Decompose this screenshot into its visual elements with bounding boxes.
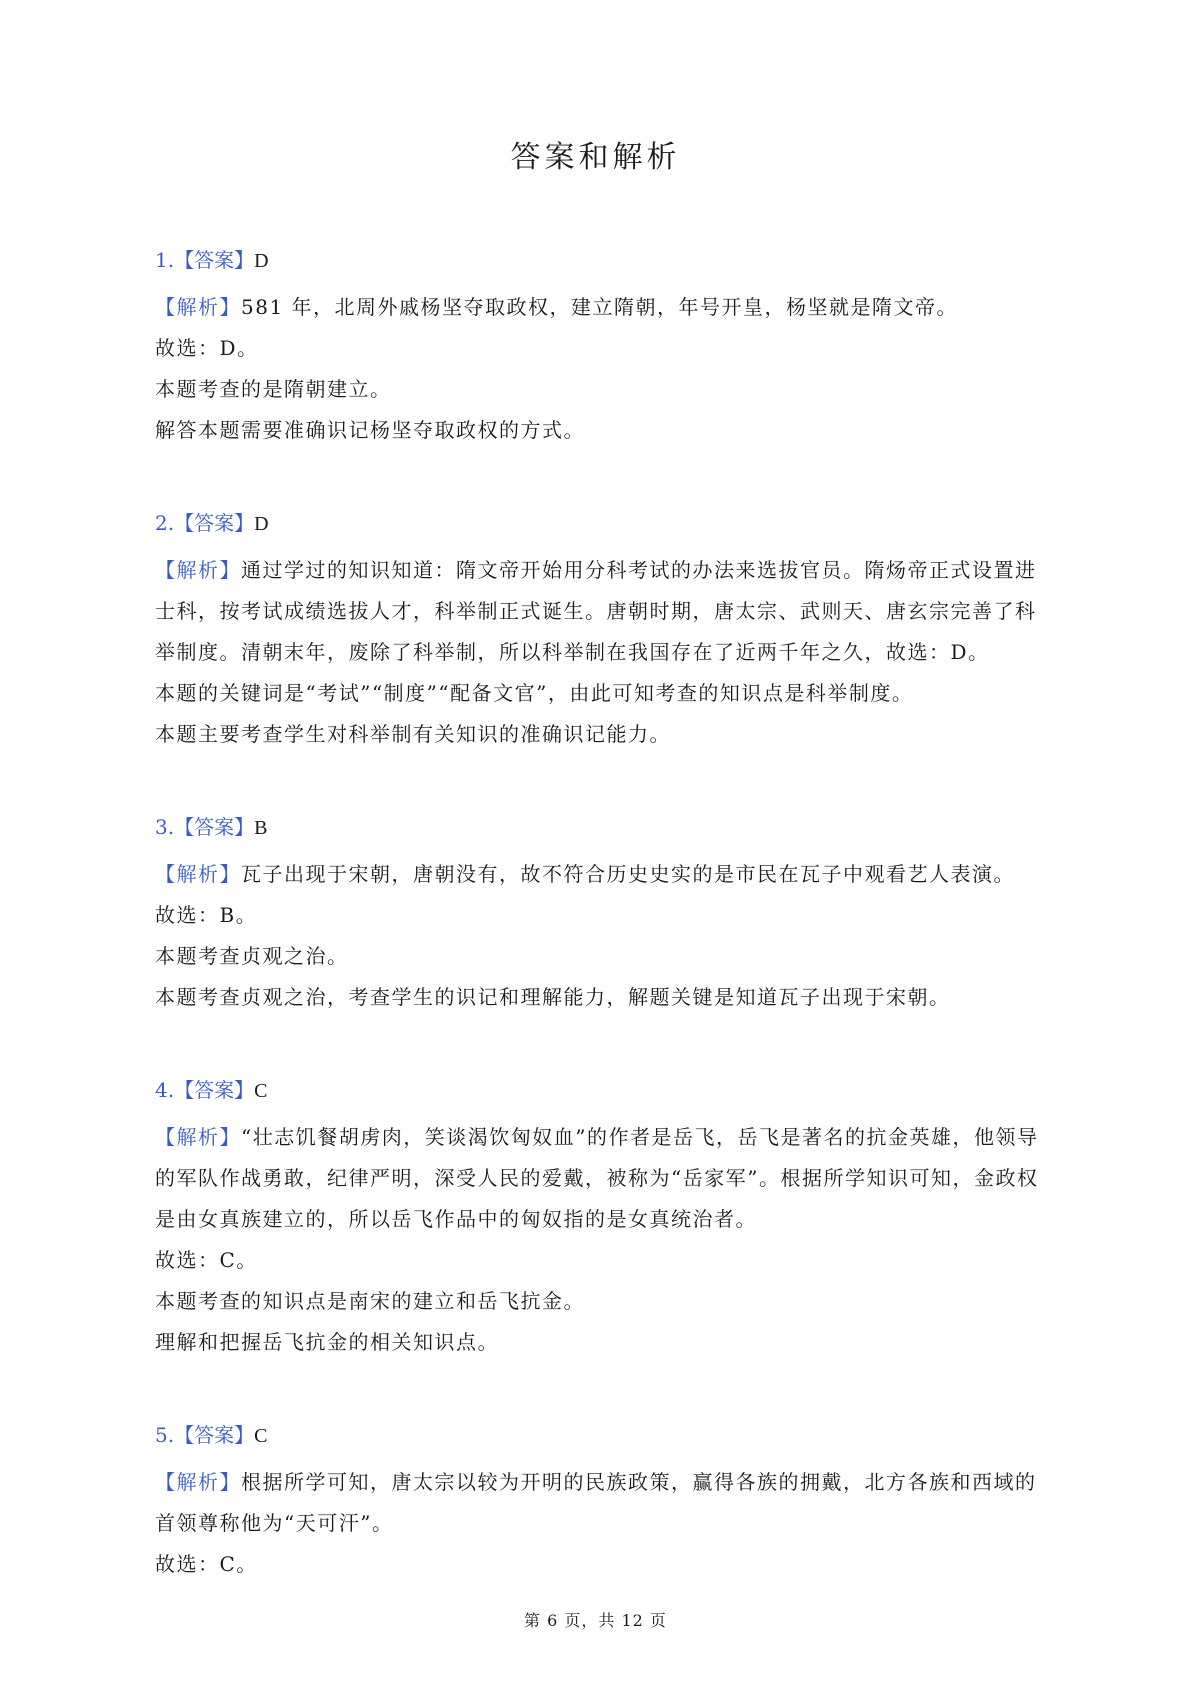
- analysis-paragraph: [155, 854, 1040, 895]
- answer-heading: [155, 1076, 1040, 1104]
- analysis-tag: 【解析】: [155, 295, 241, 319]
- answer-block-4: [155, 1076, 1040, 1363]
- answer-heading: [155, 1421, 1040, 1449]
- question-number: 4.: [155, 1078, 175, 1102]
- choice-line: 故选：C。: [155, 1248, 258, 1272]
- answer-block-5: [155, 1421, 1040, 1585]
- answer-tag: 【答案】: [174, 511, 255, 535]
- topic-line: 本题考查的是隋朝建立。: [155, 377, 392, 401]
- answer-tag: 【答案】: [174, 248, 255, 272]
- answer-tag: 【答案】: [174, 1078, 255, 1102]
- tip-line: 解答本题需要准确识记杨坚夺取政权的方式。: [155, 418, 585, 442]
- analysis-tag: 【解析】: [155, 1470, 241, 1494]
- analysis-paragraph: [155, 287, 1040, 328]
- topic-line: 本题考查的知识点是南宋的建立和岳飞抗金。: [155, 1289, 585, 1313]
- answer-letter: D: [254, 513, 269, 535]
- analysis-text: 通过学过的知识知道：隋文帝开始用分科考试的办法来选拔官员。隋炀帝正式设置进士科，按考试成绩选拔人才，科举制正式诞生。唐朝时期，唐太宗、武则天、唐玄宗完善了科举制度。清朝末年，废除了科举制，所以科举制在我国存在了近两千年之久，故选：D。: [155, 558, 1037, 664]
- tip-line: 理解和把握岳飞抗金的相关知识点。: [155, 1330, 499, 1354]
- choice-line: 故选：C。: [155, 1552, 258, 1576]
- question-number: 1.: [155, 248, 175, 272]
- question-number: 5.: [155, 1423, 175, 1447]
- question-number: 2.: [155, 511, 175, 535]
- choice-line: 故选：D。: [155, 336, 259, 360]
- answer-heading: [155, 246, 1040, 274]
- answer-list: [155, 246, 1040, 1585]
- analysis-tag: 【解析】: [155, 558, 241, 582]
- page-title: 答案和解析: [510, 140, 681, 175]
- answer-letter: C: [254, 1080, 268, 1102]
- answer-letter: B: [254, 817, 268, 839]
- analysis-tag: 【解析】: [155, 862, 241, 886]
- answer-letter: C: [254, 1425, 268, 1447]
- analysis-paragraph: [155, 550, 1040, 673]
- answer-tag: 【答案】: [174, 1423, 255, 1447]
- analysis-tag: 【解析】: [155, 1125, 241, 1149]
- answer-letter: D: [254, 250, 269, 272]
- analysis-text: 581 年，北周外戚杨坚夺取政权，建立隋朝，年号开皇，杨坚就是隋文帝。: [241, 295, 959, 319]
- answer-block-1: [155, 246, 1040, 451]
- answer-block-3: [155, 813, 1040, 1018]
- analysis-text: “壮志饥餐胡虏肉，笑谈渴饮匈奴血”的作者是岳飞，岳飞是著名的抗金英雄，他领导的军队作战勇敢，纪律严明，深受人民的爱戴，被称为“岳家军”。根据所学知识可知，金政权是由女真族建立的，所以岳飞作品中的匈奴指的是女真统治者。: [155, 1125, 1039, 1231]
- choice-line: 故选：B。: [155, 903, 258, 927]
- tip-line: 本题主要考查学生对科举制有关知识的准确识记能力。: [155, 722, 671, 746]
- answer-heading: [155, 509, 1040, 537]
- page-footer: 第 6 页，共 12 页: [524, 1611, 667, 1630]
- topic-line: 本题的关键词是“考试”“制度”“配备文官”，由此可知考查的知识点是科举制度。: [155, 681, 914, 705]
- topic-line: 本题考查贞观之治。: [155, 944, 349, 968]
- analysis-text: 根据所学可知，唐太宗以较为开明的民族政策，赢得各族的拥戴，北方各族和西域的首领尊称他为“天可汗”。: [155, 1470, 1037, 1535]
- analysis-text: 瓦子出现于宋朝，唐朝没有，故不符合历史史实的是市民在瓦子中观看艺人表演。: [241, 862, 1015, 886]
- analysis-paragraph: [155, 1462, 1040, 1544]
- answer-block-2: [155, 509, 1040, 755]
- answer-tag: 【答案】: [174, 815, 255, 839]
- analysis-paragraph: [155, 1117, 1040, 1240]
- tip-line: 本题考查贞观之治，考查学生的识记和理解能力，解题关键是知道瓦子出现于宋朝。: [155, 985, 951, 1009]
- answer-heading: [155, 813, 1040, 841]
- question-number: 3.: [155, 815, 175, 839]
